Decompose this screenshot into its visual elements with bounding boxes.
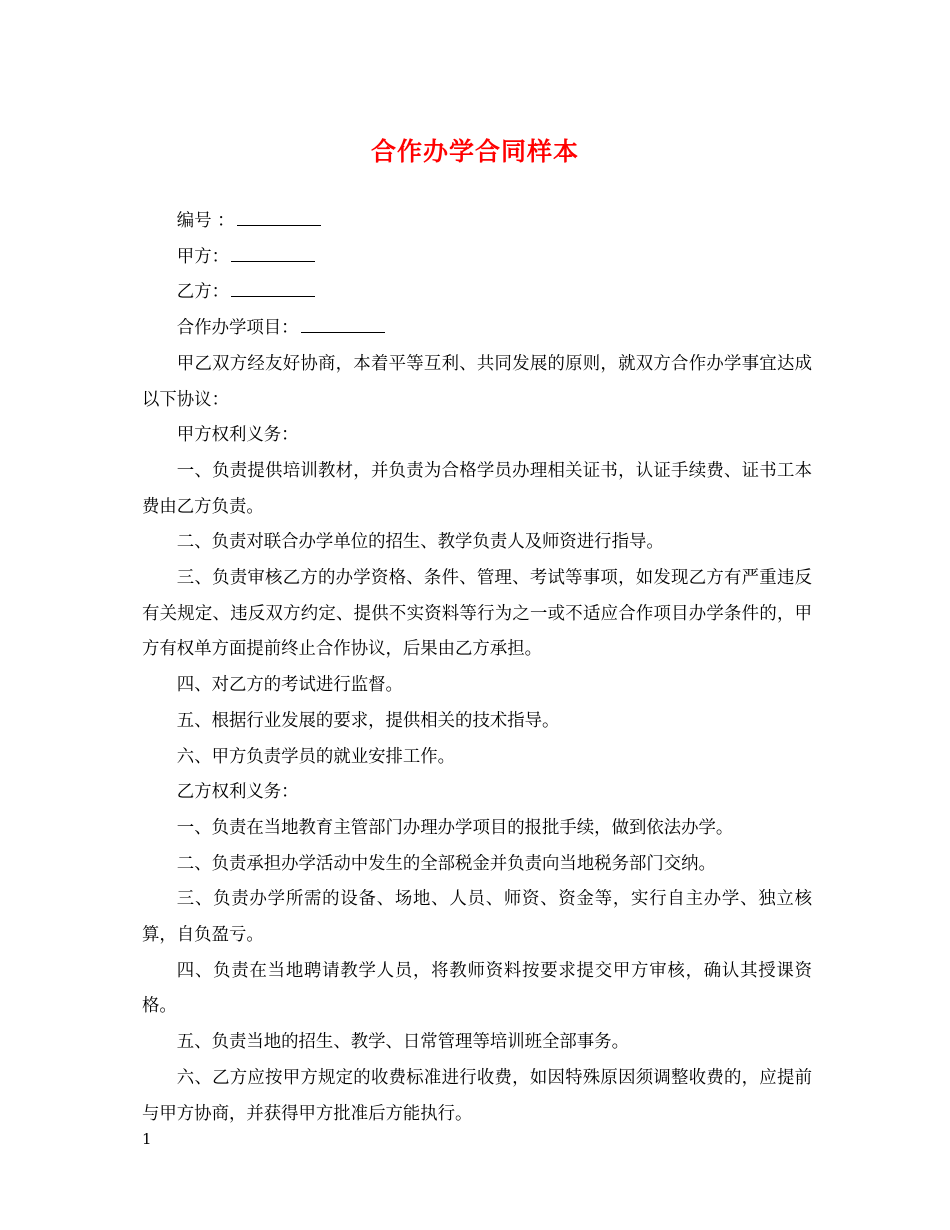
clause-party-a-1: 一、负责提供培训教材，并负责为合格学员办理相关证书，认证手续费、证书工本费由乙方负责。 bbox=[142, 460, 812, 517]
clause-party-a-4: 四、对乙方的考试进行监督。 bbox=[176, 675, 403, 696]
clause-party-b-5: 五、负责当地的招生、教学、日常管理等培训班全部事务。 bbox=[176, 1032, 629, 1053]
field-label: 乙方： bbox=[176, 282, 229, 303]
blank-underline bbox=[237, 224, 321, 226]
clause-party-a-3: 三、负责审核乙方的办学资格、条件、管理、考试等事项，如发现乙方有严重违反有关规定、违反双方约定、提供不实资料等行为之一或不适应合作项目办学条件的，甲方有权单方面提前终止合作协议，后果由乙方承担。 bbox=[142, 568, 812, 660]
blank-underline bbox=[231, 295, 315, 297]
field-contract-number bbox=[142, 204, 812, 240]
field-party-b bbox=[142, 275, 812, 311]
paragraph-intro: 甲乙双方经友好协商，本着平等互利、共同发展的原则，就双方合作办学事宜达成以下协议： bbox=[142, 353, 812, 410]
field-project bbox=[142, 311, 812, 347]
blank-underline bbox=[301, 331, 385, 333]
field-label: 合作办学项目： bbox=[176, 318, 299, 339]
clause-party-a-6: 六、甲方负责学员的就业安排工作。 bbox=[176, 746, 456, 767]
page-number: 1 bbox=[142, 1130, 152, 1148]
clause-party-b-1: 一、负责在当地教育主管部门办理办学项目的报批手续，做到依法办学。 bbox=[176, 817, 734, 838]
section-heading-party-a: 甲方权利义务： bbox=[176, 425, 299, 446]
clause-party-b-2: 二、负责承担办学活动中发生的全部税金并负责向当地税务部门交纳。 bbox=[176, 853, 716, 874]
clause-party-b-6: 六、乙方应按甲方规定的收费标准进行收费，如因特殊原因须调整收费的，应提前与甲方协商，并获得甲方批准后方能执行。 bbox=[142, 1067, 812, 1124]
field-party-a bbox=[142, 240, 812, 276]
clause-party-a-5: 五、根据行业发展的要求，提供相关的技术指导。 bbox=[176, 710, 560, 731]
blank-underline bbox=[231, 260, 315, 262]
field-label: 甲方： bbox=[176, 246, 229, 267]
clause-party-b-4: 四、负责在当地聘请教学人员，将教师资料按要求提交甲方审核，确认其授课资格。 bbox=[142, 960, 812, 1017]
field-label: 编号 ： bbox=[176, 211, 235, 231]
document-body bbox=[142, 204, 812, 1132]
clause-party-b-3: 三、负责办学所需的设备、场地、人员、师资、资金等，实行自主办学、独立核算，自负盈亏。 bbox=[142, 889, 812, 946]
section-heading-party-b: 乙方权利义务： bbox=[176, 782, 299, 803]
document-title: 合作办学合同样本 bbox=[370, 137, 579, 166]
clause-party-a-2: 二、负责对联合办学单位的招生、教学负责人及师资进行指导。 bbox=[176, 532, 664, 553]
